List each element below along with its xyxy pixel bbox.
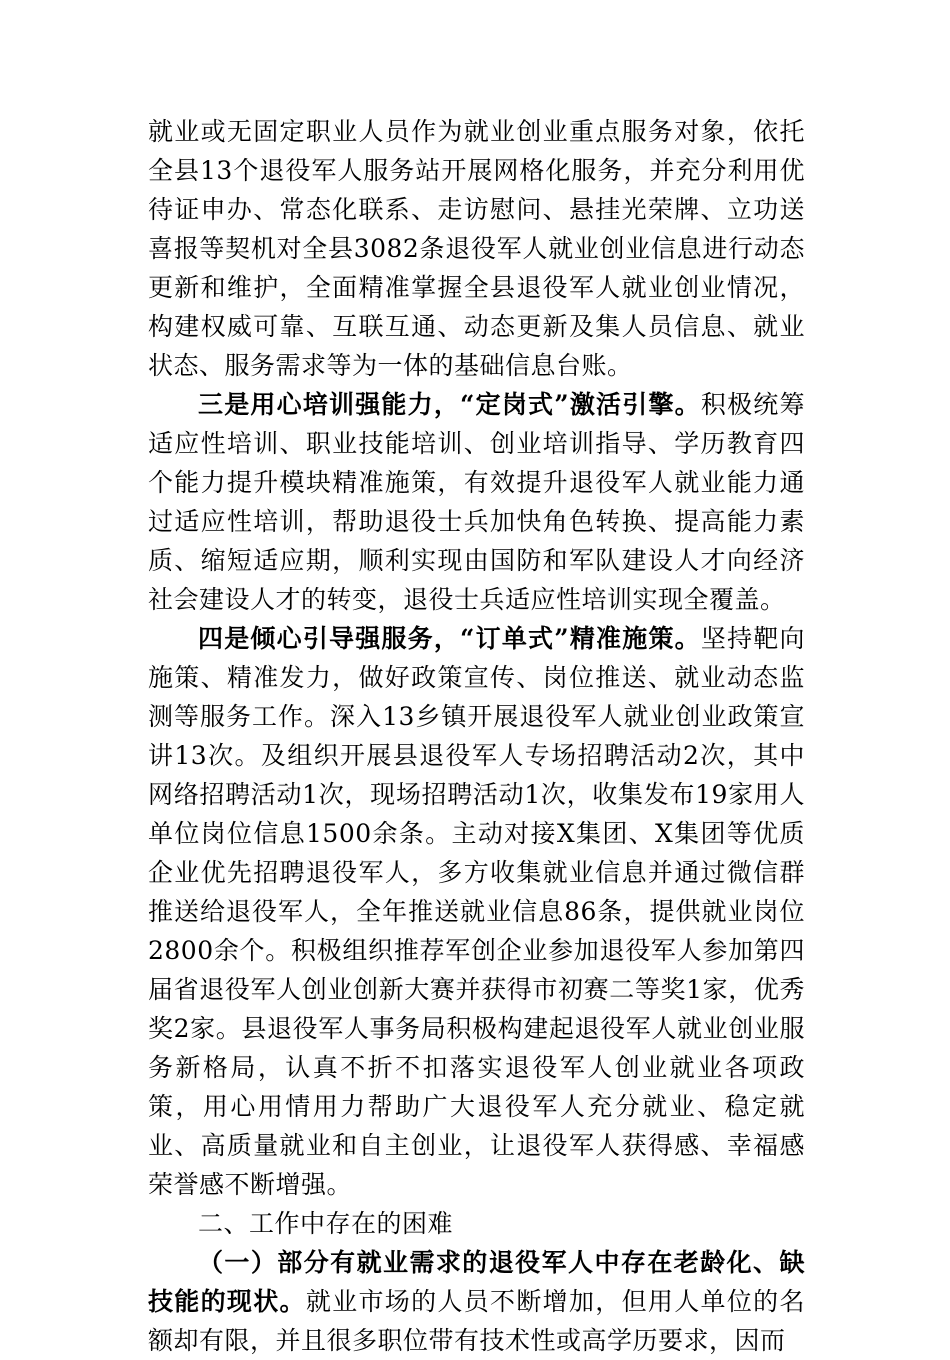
paragraph-lead: 四是倾心引导强服务，“订单式”精准施策。 [198,624,701,653]
document-page [148,112,805,1360]
paragraph-difficulty-1 [148,1243,805,1360]
paragraph-info-ledger [148,112,805,385]
paragraph-text: 就业或无固定职业人员作为就业创业重点服务对象，依托全县13个退役军人服务站开展网格化服务，并充分利用优待证申办、常态化联系、走访慰问、悬挂光荣牌、立功送喜报等契机对全县3082条退役军人就业创业信息进行动态更新和维护，全面精准掌握全县退役军人就业创业情况，构建权威可靠、互联互通、动态更新及集人员信息、就业状态、服务需求等为一体的基础信息台账。 [148,117,805,380]
paragraph-text: 积极统筹适应性培训、职业技能培训、创业培训指导、学历教育四个能力提升模块精准施策，有效提升退役军人就业能力通过适应性培训，帮助退役士兵加快角色转换、提高能力素质、缩短适应期，顺利实现由国防和军队建设人才向经济社会建设人才的转变，退役士兵适应性培训实现全覆盖。 [148,390,805,614]
section-heading: 二、工作中存在的困难 [198,1209,454,1238]
paragraph-text: 坚持靶向施策、精准发力，做好政策宣传、岗位推送、就业动态监测等服务工作。深入13乡镇开展退役军人就业创业政策宣讲13次。及组织开展县退役军人专场招聘活动2次，其中网络招聘活动1次，现场招聘活动1次，收集发布19家用人单位岗位信息1500余条。主动对接X集团、X集团等优质企业优先招聘退役军人，多方收集就业信息并通过微信群推送给退役军人，全年推送就业信息86条，提供就业岗位2800余个。积极组织推荐军创企业参加退役军人参加第四届省退役军人创业创新大赛并获得市初赛二等奖1家，优秀奖2家。县退役军人事务局积极构建起退役军人就业创业服务新格局，认真不折不扣落实退役军人创业就业各项政策，用心用情用力帮助广大退役军人充分就业、稳定就业、高质量就业和自主创业，让退役军人获得感、幸福感荣誉感不断增强。 [148,624,805,1199]
paragraph-lead: 三是用心培训强能力，“定岗式”激活引擎。 [198,390,701,419]
paragraph-service [148,619,805,1204]
paragraph-lead: （一）部分有就业需求的退役军人中存在老龄化、缺技能的现状。 [148,1248,805,1316]
paragraph-training [148,385,805,619]
paragraph-text: 就业市场的人员不断增加，但用人单位的名额却有限，并且很多职位带有技术性或高学历要求，因而 [148,1287,805,1355]
